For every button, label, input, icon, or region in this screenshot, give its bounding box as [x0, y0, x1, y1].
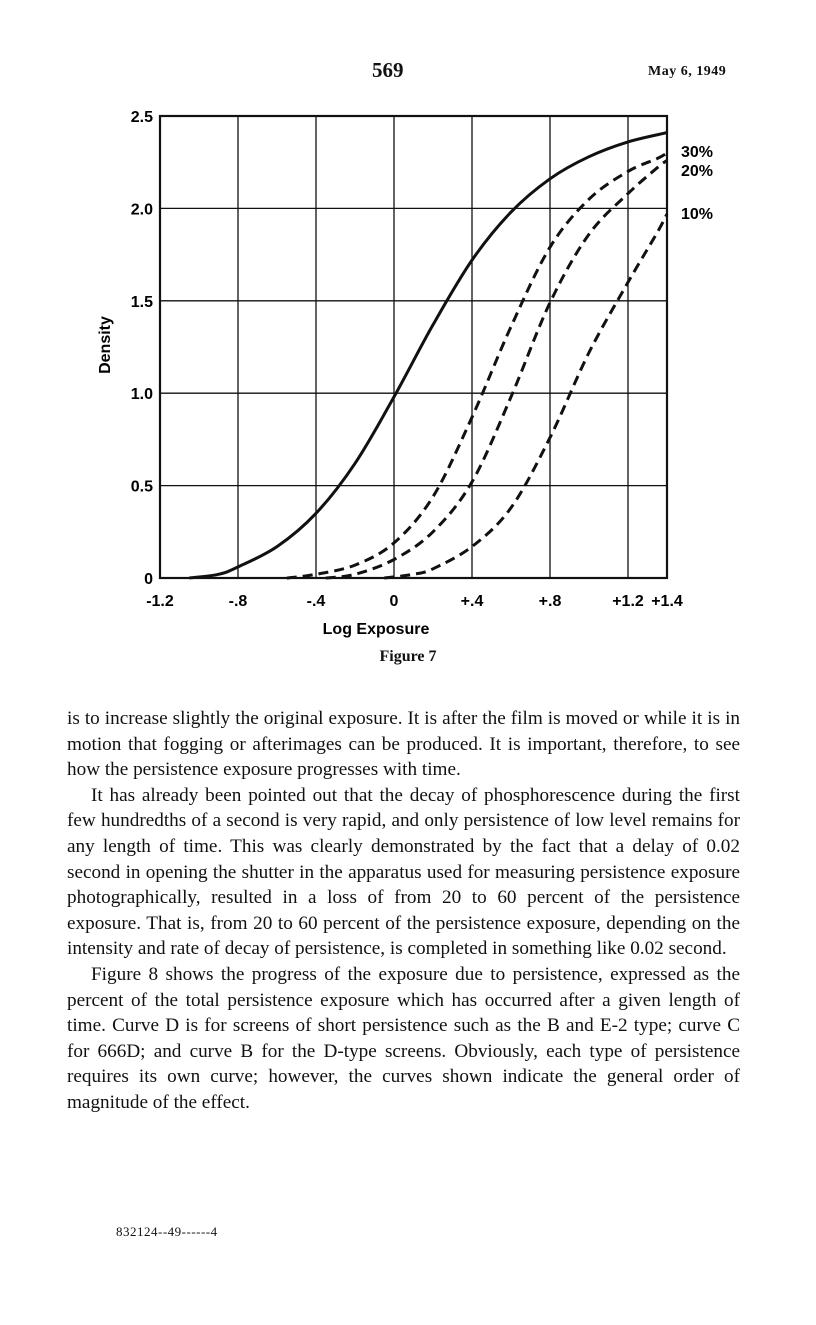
x-axis-label: Log Exposure [322, 621, 430, 638]
paragraph-3: Figure 8 shows the progress of the exposure due to persistence, expressed as the percent of the total persistence exposure which has occurred after a given length of time. Curve D is for screens of short persistence such as the B and E-2 type; curve C for 666D; and curve B for the D-type screens. Obviously, each type of persistence requires its own curve; however, the curves shown indicate the general order of magnitude of the effect. [67, 963, 740, 1113]
y-tick-label: 1.5 [130, 293, 153, 311]
density-chart [0, 0, 816, 640]
series-label: 30% [681, 144, 714, 161]
y-tick-label: 2.0 [130, 201, 153, 219]
body-text [67, 706, 740, 1116]
print-code: 832124--49------4 [116, 1224, 218, 1239]
y-tick-label: 0 [144, 571, 153, 588]
series-labels [681, 144, 713, 223]
y-axis-label: Density [97, 316, 114, 374]
series-line-10pct [384, 214, 667, 578]
series-line-30pct [287, 153, 667, 578]
y-tick-labels [131, 109, 153, 588]
x-tick-label: -.8 [228, 593, 248, 610]
y-tick-label: 0.5 [130, 478, 153, 496]
y-tick-label: 1.0 [130, 386, 153, 404]
paragraph-1: is to increase slightly the original exposure. It is after the film is moved or while it is in motion that fogging or afterimages can be produced. It is important, therefore, to see how the persistence exposure progresses with time. [67, 708, 740, 781]
x-tick-label: -1.2 [146, 593, 174, 610]
series-label: 20% [681, 163, 714, 180]
chart-curves [189, 133, 667, 578]
figure-caption: Figure 7 [379, 648, 437, 665]
y-tick-label: 2.5 [130, 109, 153, 126]
x-tick-labels [146, 593, 683, 610]
series-label: 10% [681, 206, 714, 223]
paragraph-2: It has already been pointed out that the decay of phosphorescence during the first few hundredths of a second is very rapid, and only persistence of low level remains for any length of time. This was clearly demonstrated by the fact that a delay of 0.02 second in opening the shutter in the apparatus used for measuring persistence exposure photographically, resulted in a loss of from 20 to 60 percent of the persistence exposure. That is, from 20 to 60 percent of the persistence exposure, depending on the intensity and rate of decay of persistence, is completed in something like 0.02 second. [67, 784, 740, 960]
x-tick-label: +.4 [460, 593, 484, 610]
page-date: May 6, 1949 [648, 64, 727, 79]
x-tick-label: +.8 [538, 593, 562, 610]
page-number: 569 [372, 58, 404, 82]
series-line-20pct [326, 160, 667, 578]
x-tick-label: +1.4 [651, 593, 683, 610]
x-tick-label: -.4 [306, 593, 326, 610]
x-tick-label: 0 [389, 593, 399, 610]
series-line-original [189, 133, 667, 578]
x-tick-label: +1.2 [612, 593, 644, 610]
